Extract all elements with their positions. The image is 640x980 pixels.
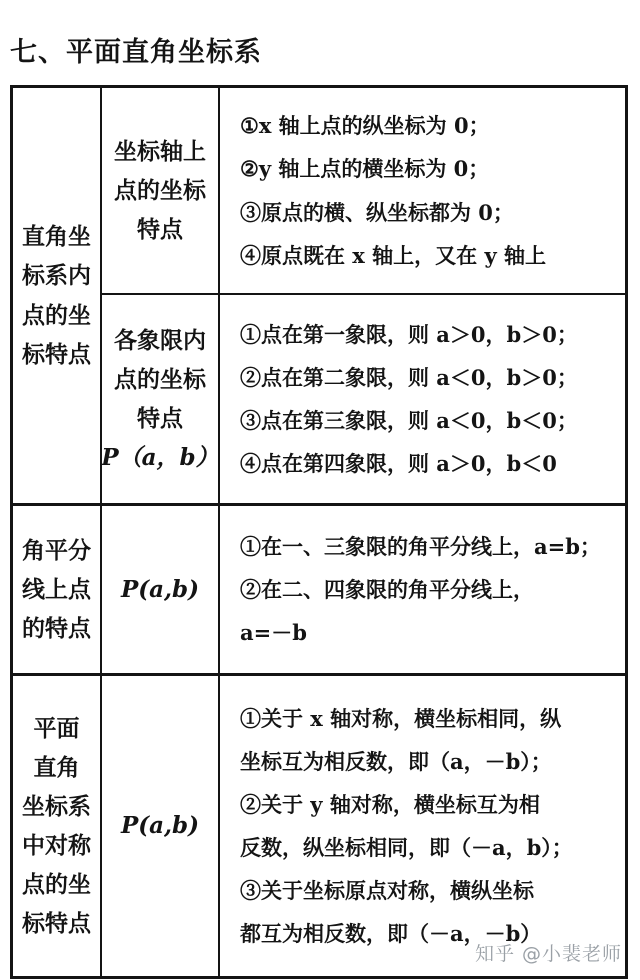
content-line: ①在一、三象限的角平分线上，a=b； [240, 533, 601, 559]
content-cell-axis-points [220, 88, 625, 293]
watermark: 知乎 @小裴老师 [474, 943, 622, 965]
category-line: 点的坐 [22, 301, 91, 329]
category-cell-bisector-points [13, 506, 100, 673]
content-line: a=－b [240, 620, 307, 646]
content-line: ④点在第四象限，则 a＞0，b＜0 [240, 451, 557, 477]
content-line: ①关于 x 轴对称，横坐标相同，纵 [240, 705, 562, 731]
content-line: ②在二、四象限的角平分线上， [240, 576, 534, 602]
subcategory-line: P(a,b) [120, 575, 200, 603]
coordinate-table [10, 85, 628, 979]
subcategory-cell-point-p [102, 676, 218, 976]
category-cell-coordinate-features [13, 88, 100, 503]
category-line: 直角 [33, 753, 80, 781]
content-cell-quadrant-points [220, 295, 625, 503]
category-line: 标系内 [22, 262, 91, 290]
content-cell-bisector-points [220, 506, 625, 673]
subcategory-line: 特点 [137, 216, 183, 244]
content-line: ②关于 y 轴对称，横坐标互为相 [240, 791, 540, 817]
subcategory-line: 点的坐标 [114, 365, 206, 393]
content-line: ②点在第二象限，则 a＜0，b＞0； [240, 364, 578, 390]
page-title: 七、平面直角坐标系 [10, 37, 262, 68]
content-line: ③关于坐标原点对称，横纵坐标 [240, 878, 534, 904]
category-line: 中对称 [22, 832, 91, 859]
content-cell-symmetric-points [220, 676, 625, 976]
content-line: ①点在第一象限，则 a＞0，b＞0； [240, 321, 578, 347]
content-line: 坐标互为相反数，即（a，－b）； [240, 748, 552, 774]
subcategory-cell-axis-points [102, 88, 218, 293]
content-line: ③原点的横、纵坐标都为 0； [240, 199, 514, 225]
content-line: 反数，纵坐标相同，即（－a，b）； [240, 835, 573, 860]
content-line: 都互为相反数，即（－a，－b） [240, 921, 542, 947]
subcategory-line: 各象限内 [114, 326, 206, 354]
content-line: ①x 轴上点的纵坐标为 0； [240, 113, 490, 139]
subcategory-line: P(a,b) [120, 812, 200, 840]
category-line: 坐标系 [22, 792, 91, 820]
subcategory-line: P（a，b） [101, 444, 219, 472]
subcategory-line: 点的坐标 [114, 176, 206, 204]
category-line: 点的坐 [22, 871, 91, 899]
category-line: 标特点 [22, 340, 91, 368]
category-line: 线上点 [22, 575, 91, 603]
content-line: ③点在第三象限，则 a＜0，b＜0； [240, 408, 578, 433]
content-line: ②y 轴上点的横坐标为 0； [240, 156, 490, 182]
subcategory-line: 特点 [137, 405, 183, 432]
content-line: ④原点既在 x 轴上，又在 y 轴上 [240, 242, 546, 268]
category-line: 的特点 [22, 615, 91, 643]
category-cell-symmetric-points [13, 676, 100, 976]
category-line: 角平分 [22, 536, 91, 564]
subcategory-cell-quadrant-points [102, 295, 218, 503]
subcategory-line: 坐标轴上 [114, 137, 206, 165]
category-line: 标特点 [22, 910, 91, 938]
category-line: 直角坐 [22, 223, 91, 251]
category-line: 平面 [33, 714, 80, 742]
subcategory-cell-point-p [102, 506, 218, 673]
